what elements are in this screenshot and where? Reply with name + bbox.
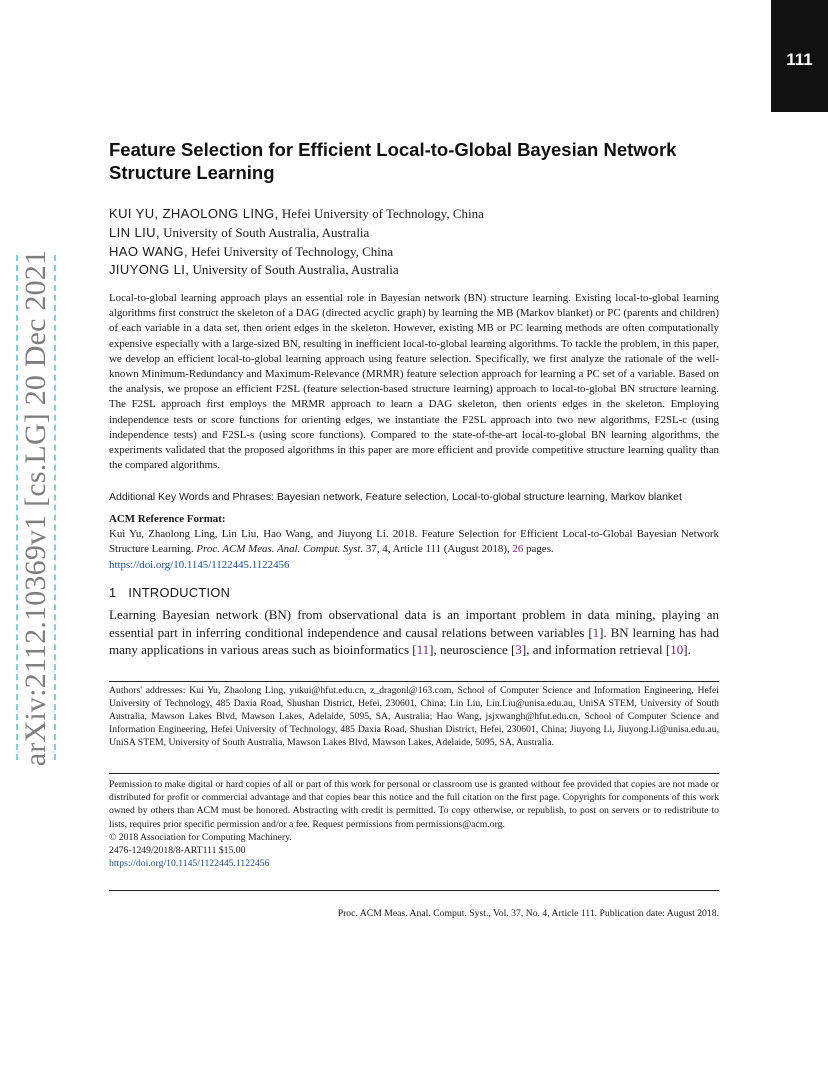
intro-text: ]. (683, 642, 691, 657)
author-affiliation: University of South Australia, Australia (159, 224, 370, 240)
reference-volume: 37, 4, Article 111 (August 2018), (363, 543, 513, 556)
author-names: JIUYONG LI, (109, 262, 190, 278)
arxiv-stamp (0, 0, 60, 1072)
intro-text: ], neuroscience [ (429, 642, 516, 657)
author-line (109, 261, 484, 280)
citation-link[interactable]: 11 (416, 642, 430, 657)
arxiv-identifier[interactable]: arXiv:2112.10369v1 [cs.LG] 20 Dec 2021 (19, 249, 52, 767)
pages-link[interactable]: 26 (512, 543, 524, 556)
section-title: INTRODUCTION (128, 585, 231, 600)
footnote-divider (109, 681, 719, 682)
intro-text: Learning Bayesian network (BN) from observational data is an important problem in data mining, playing an essential part in inferring conditional independence and causal relations between variables [ (109, 607, 719, 640)
issn-line: 2476-1249/2018/8-ART111 $15.00 (109, 845, 246, 857)
reference-text: Kui Yu, Zhaolong Ling, Lin Liu, Hao Wang, and Jiuyong Li. 2018. Feature Selection for Efficient Local-to-Global Bayesian Network Structure Learning. (109, 528, 719, 556)
paper-title: Feature Selection for Efficient Local-to-Global Bayesian Network Structure Learning (109, 139, 677, 183)
footer-divider (109, 890, 719, 891)
footer-doi-link[interactable]: https://doi.org/10.1145/1122445.1122456 (109, 858, 270, 870)
permission-notice (109, 778, 719, 870)
copyright-line: © 2018 Association for Computing Machinery. (109, 831, 292, 843)
author-list (109, 205, 484, 280)
author-affiliation: University of South Australia, Australia (189, 262, 399, 278)
acm-reference-format (109, 512, 719, 573)
section-number: 1 (109, 585, 117, 600)
citation-link[interactable]: 3 (515, 642, 522, 657)
abstract: Local-to-global learning approach plays an essential role in Bayesian network (BN) structure learning. Existing local-to-global learning algorithms first construct the skeleton of a DAG (directed acyclic graph) by learning the MB (Markov blanket) or PC (parents and children) of each variable in a data set, then orient edges in the skeleton. However, existing MB or PC learning methods are often computationally expensive especially with a large-sized BN, resulting in inefficient local-to-global learning algorithms. To tackle the problem, in this paper, we develop an efficient local-to-global learning approach using feature selection. Specifically, we first analyze the rationale of the well-known Minimum-Redundancy and Maximum-Relevance (MRMR) feature selection approach for learning a PC set of a variable. Based on the analysis, we propose an efficient F2SL (feature selection-based structure learning) approach to local-to-global BN structure learning. The F2SL approach first employs the MRMR approach to learn a DAG skeleton, then orients edges in the skeleton. Employing independence tests or score functions for orienting edges, we instantiate the F2SL approach into two new algorithms, F2SL-c (using independence tests) and F2SL-s (using score functions). Compared to the state-of-the-art local-to-global BN learning algorithms, the experiments validated that the proposed algorithms in this paper are more efficient and provide competitive structure learning quality than the compared algorithms. (109, 292, 719, 472)
author-names: KUI YU, ZHAOLONG LING, (109, 206, 279, 221)
author-affiliation: Hefei University of Technology, China (278, 206, 484, 221)
author-names: HAO WANG, (109, 243, 188, 259)
introduction-paragraph (109, 606, 719, 659)
author-line (109, 205, 484, 224)
intro-text: ], and information retrieval [ (521, 642, 671, 657)
permission-divider (109, 773, 719, 774)
stamp-border-right (54, 255, 57, 760)
author-line (109, 224, 484, 243)
authors-addresses: Authors' addresses: Kui Yu, Zhaolong Ling, yukui@hfut.edu.cn, z_dragonl@163.com, School of Computer Science and Information Engineering, Hefei University of Technology, 485 Daxia Road, Shushan District, Hefei, 230601, China; Lin Liu, Lin.Liu@unisa.edu.au, UniSA STEM, University of South Australia, Mawson Lakes Blvd, Mawson Lakes, Adelaide, 5095, SA, Australia; Hao Wang, jsjxwangh@hfut.edu.cn, School of Computer Science and Information Engineering, Hefei University of Technology, 485 Daxia Road, Shushan District, Hefei, 230601, China; Jiuyong Li, Jiuyong.Li@unisa.edu.au, UniSA STEM, University of South Australia, Mawson Lakes Blvd, Mawson Lakes, Adelaide, 5095, SA, Australia. (109, 685, 719, 748)
citation-link[interactable]: 1 (592, 624, 600, 640)
section-heading (109, 585, 230, 600)
keywords: Additional Key Words and Phrases: Bayesian network, Feature selection, Local-to-global structure learning, Markov blanket (109, 491, 682, 503)
page-footer: Proc. ACM Meas. Anal. Comput. Syst., Vol. 37, No. 4, Article 111. Publication date: August 2018. (337, 908, 719, 919)
acm-reference-heading: ACM Reference Format: (109, 513, 226, 525)
pages-suffix: pages. (523, 543, 554, 556)
permission-text: Permission to make digital or hard copies of all or part of this work for personal or classroom use is granted without fee provided that copies are not made or distributed for profit or commercial advantage and that copies bear this notice and the full citation on the first page. Copyrights for components of this work owned by others than ACM must be honored. Abstracting with credit is permitted. To copy otherwise, or republish, to post on servers or to redistribute to lists, requires prior specific permission and/or a fee. Request permissions from permissions@acm.org. (109, 779, 719, 830)
page-number-badge: 111 (771, 0, 828, 112)
doi-link[interactable]: https://doi.org/10.1145/1122445.1122456 (109, 558, 290, 571)
author-names: LIN LIU, (109, 224, 160, 240)
intro-text: ]. BN learning has had many applications in various areas such as bioinformatics [ (109, 624, 719, 657)
author-line (109, 243, 484, 262)
citation-link[interactable]: 10 (670, 642, 684, 657)
journal-name: Proc. ACM Meas. Anal. Comput. Syst. (196, 543, 364, 556)
author-affiliation: Hefei University of Technology, China (187, 243, 394, 259)
